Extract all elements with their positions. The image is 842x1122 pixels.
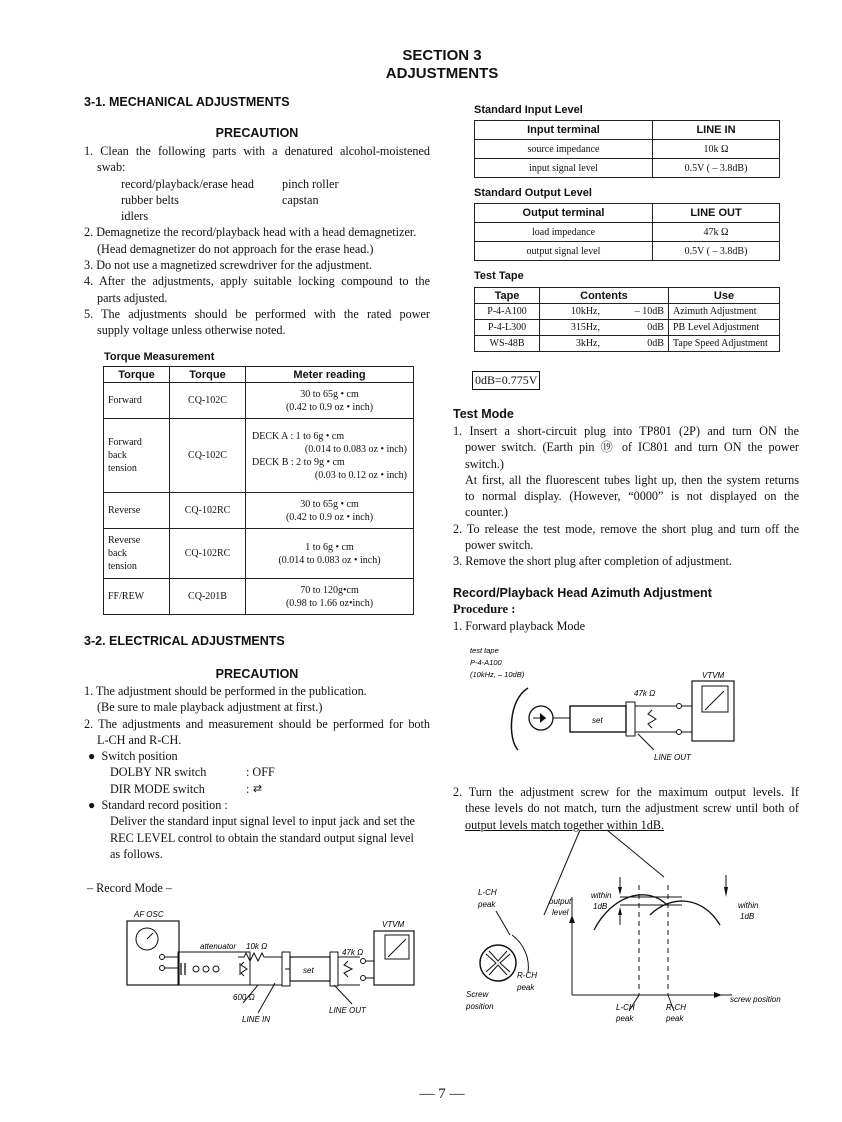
- test-tape-title: Test Tape: [474, 270, 524, 282]
- odb-reference-box: 0dB=0.775V: [472, 371, 540, 390]
- table-row: output signal level 0.5V ( – 3.8dB): [475, 242, 780, 261]
- test-tape-id: P-4-A100: [470, 658, 502, 667]
- line-out-label: LINE OUT: [329, 1006, 366, 1015]
- clean-parts-row: rubber belts capstan: [121, 192, 319, 207]
- record-mode-label: – Record Mode –: [87, 881, 172, 895]
- bullet-icon: ●: [88, 798, 96, 813]
- table-row: load impedance 47k Ω: [475, 223, 780, 242]
- pointer-line: [607, 830, 664, 877]
- svg-text:peak: peak: [616, 1014, 634, 1023]
- svg-text:screw position: screw position: [730, 995, 781, 1004]
- mech-item-4b: parts adjusted.: [97, 290, 168, 305]
- svg-text:L-CH: L-CH: [616, 1003, 635, 1012]
- lch-curve: [594, 895, 667, 930]
- mech-item-1b: swab:: [97, 160, 126, 175]
- section-number: SECTION 3: [402, 47, 482, 64]
- azimuth-graph: [452, 825, 792, 1030]
- test-mode-heading: Test Mode: [453, 407, 514, 421]
- resistor-10k: [238, 953, 282, 961]
- step2-text: 2. Turn the adjustment screw for the maximum output levels. If these levels do not match, turn the adjustment screw until both of output levels match together within 1dB.: [453, 785, 799, 832]
- step1-text: 1. Forward playback Mode: [453, 619, 585, 633]
- tape-path: [511, 688, 528, 750]
- svg-text:peak: peak: [517, 983, 535, 992]
- section-title: ADJUSTMENTS: [385, 65, 499, 82]
- svg-text:L-CH: L-CH: [478, 888, 497, 897]
- mech-item-5b: supply voltage unless otherwise noted.: [97, 323, 286, 338]
- table-row: P-4-L300 315Hz, 0dB PB Level Adjustment: [475, 320, 780, 336]
- table-row: Forward back tension CQ-102C DECK A : 1 to 6g • cm (0.014 to 0.083 oz • inch) DECK B : 2 to 9g • cm (0.03 to 0.12 oz • inch): [104, 419, 414, 493]
- svg-text:within: within: [738, 901, 759, 910]
- std-output-title: Standard Output Level: [474, 187, 592, 199]
- test-tape-table: Tape Contents Use P-4-A100 10kHz, – 10dB Azimuth Adjustment P-4-L300 315Hz, 0dB PB Level Adjustment WS-48B 3kHz, 0dB Tape Speed Adjustment: [474, 287, 780, 352]
- resistor-600: [241, 962, 247, 976]
- mech-item-2b: (Head demagnetizer do not approach for the erase head.): [97, 241, 374, 256]
- svg-text:R-CH: R-CH: [517, 971, 537, 980]
- vtvm-box: [374, 931, 414, 985]
- set-label: set: [592, 716, 603, 725]
- record-mode-diagram: [120, 905, 430, 1030]
- bullet-icon: ●: [88, 749, 96, 764]
- line-out-label: LINE OUT: [654, 753, 691, 762]
- af-osc-label: AF OSC: [134, 910, 164, 919]
- meter-icon: [385, 935, 409, 959]
- af-osc-box: [127, 921, 179, 985]
- table-row: P-4-A100 10kHz, – 10dB Azimuth Adjustment: [475, 304, 780, 320]
- meter-icon: [702, 686, 728, 712]
- resistor-47k-label: 47k Ω: [342, 948, 364, 957]
- torque-header: Torque: [104, 367, 170, 383]
- elec-precaution-heading: PRECAUTION: [215, 667, 299, 681]
- svg-text:1dB: 1dB: [740, 912, 755, 921]
- resistor-47k-label: 47k Ω: [634, 689, 656, 698]
- svg-text:1dB: 1dB: [593, 902, 608, 911]
- mech-heading: 3-1. MECHANICAL ADJUSTMENTS: [84, 95, 290, 109]
- elec-precaution-list: 1. The adjustment should be performed in the publication. (Be sure to male playback adjustment at first.) 2. The adjustments and measurement should be performed for both L-CH and R-CH. ● Switch position DOLBY NR switch : OFF DIR MODE switch : ⇄ ● Standard record position : Deliver the standard input signal level to input jack and set the REC LEVEL control to obtain the standard output signal level as follows.: [84, 684, 430, 861]
- mech-item-3: 3. Do not use a magnetized screwdriver for the adjustment.: [84, 258, 373, 273]
- svg-text:peak: peak: [478, 900, 496, 909]
- torque-title: Torque Measurement: [104, 351, 215, 363]
- resistor-47k: [648, 710, 656, 728]
- svg-text:level: level: [552, 908, 569, 917]
- playback-diagram: [466, 640, 766, 765]
- table-row: Forward CQ-102C 30 to 65g • cm (0.42 to 0.9 oz • inch): [104, 383, 414, 419]
- table-row: WS-48B 3kHz, 0dB Tape Speed Adjustment: [475, 336, 780, 352]
- page-number: — 7 —: [419, 1086, 465, 1102]
- torque-table: [103, 366, 414, 615]
- table-row: Reverse CQ-102RC 30 to 65g • cm (0.42 to 0.9 oz • inch): [104, 493, 414, 529]
- clean-parts-row: record/playback/erase head pinch roller: [121, 176, 339, 191]
- attenuator-label: attenuator: [200, 942, 237, 951]
- mech-item-4: 4. After the adjustments, apply suitable locking compound to the: [84, 274, 430, 289]
- mech-item-1: 1. Clean the following parts with a denatured alcohol-moistened: [84, 144, 430, 158]
- test-tape-label: test tape: [470, 646, 499, 655]
- resistor-10k-label: 10k Ω: [246, 942, 268, 951]
- vtvm-label: VTVM: [382, 920, 405, 929]
- svg-text:position: position: [466, 1002, 494, 1011]
- vtvm-label: VTVM: [702, 671, 725, 680]
- torque-header: Meter reading: [246, 367, 414, 383]
- std-input-table: Input terminal LINE IN source impedance 10k Ω input signal level 0.5V ( – 3.8dB): [474, 120, 780, 178]
- table-row: source impedance 10k Ω: [475, 140, 780, 159]
- torque-header: Torque: [170, 367, 246, 383]
- std-output-table: Output terminal LINE OUT load impedance 47k Ω output signal level 0.5V ( – 3.8dB): [474, 203, 780, 261]
- test-mode-text: 1. Insert a short-circuit plug into TP801 (2P) and turn ON the power switch. (Earth pin ⑲ of IC801 and turn ON the power switch.) At first, all the fluorescent tubes light up, then the system returns to normal display. (However, “0000” is not displayed on the counter.) 2. To release the test mode, remove the short plug and turn off the power switch. 3. Remove the short plug after completion of adjustment.: [453, 424, 799, 569]
- table-row: input signal level 0.5V ( – 3.8dB): [475, 159, 780, 178]
- table-row: Reverse back tension CQ-102RC 1 to 6g • cm (0.014 to 0.083 oz • inch): [104, 529, 414, 579]
- precaution-heading: PRECAUTION: [215, 126, 299, 140]
- mech-item-5: 5. The adjustments should be performed with the rated power: [84, 306, 430, 321]
- elec-heading: 3-2. ELECTRICAL ADJUSTMENTS: [84, 634, 285, 648]
- svg-text:R-CH: R-CH: [666, 1003, 686, 1012]
- resistor-47k: [344, 961, 352, 977]
- reverse-mode-icon: ⇄: [249, 781, 263, 795]
- screw-icon: [480, 945, 516, 981]
- svg-text:output: output: [549, 897, 572, 906]
- test-tape-spec: (10kHz, – 10dB): [470, 670, 525, 679]
- azimuth-heading: Record/Playback Head Azimuth Adjustment: [453, 586, 712, 600]
- mech-item-2: 2. Demagnetize the record/playback head with a head demagnetizer.: [84, 225, 417, 240]
- clean-parts-row: idlers: [121, 209, 149, 224]
- svg-text:peak: peak: [666, 1014, 684, 1023]
- line-in-label: LINE IN: [242, 1015, 271, 1024]
- svg-text:within: within: [591, 891, 612, 900]
- svg-text:Screw: Screw: [466, 990, 489, 999]
- std-input-title: Standard Input Level: [474, 104, 583, 116]
- resistor-600-label: 600 Ω: [233, 993, 255, 1002]
- set-label: set: [303, 966, 314, 975]
- mech-precaution-list: [84, 143, 430, 339]
- procedure-label: Procedure :: [453, 602, 516, 616]
- table-row: FF/REW CQ-201B 70 to 120g•cm (0.98 to 1.66 oz•inch): [104, 579, 414, 615]
